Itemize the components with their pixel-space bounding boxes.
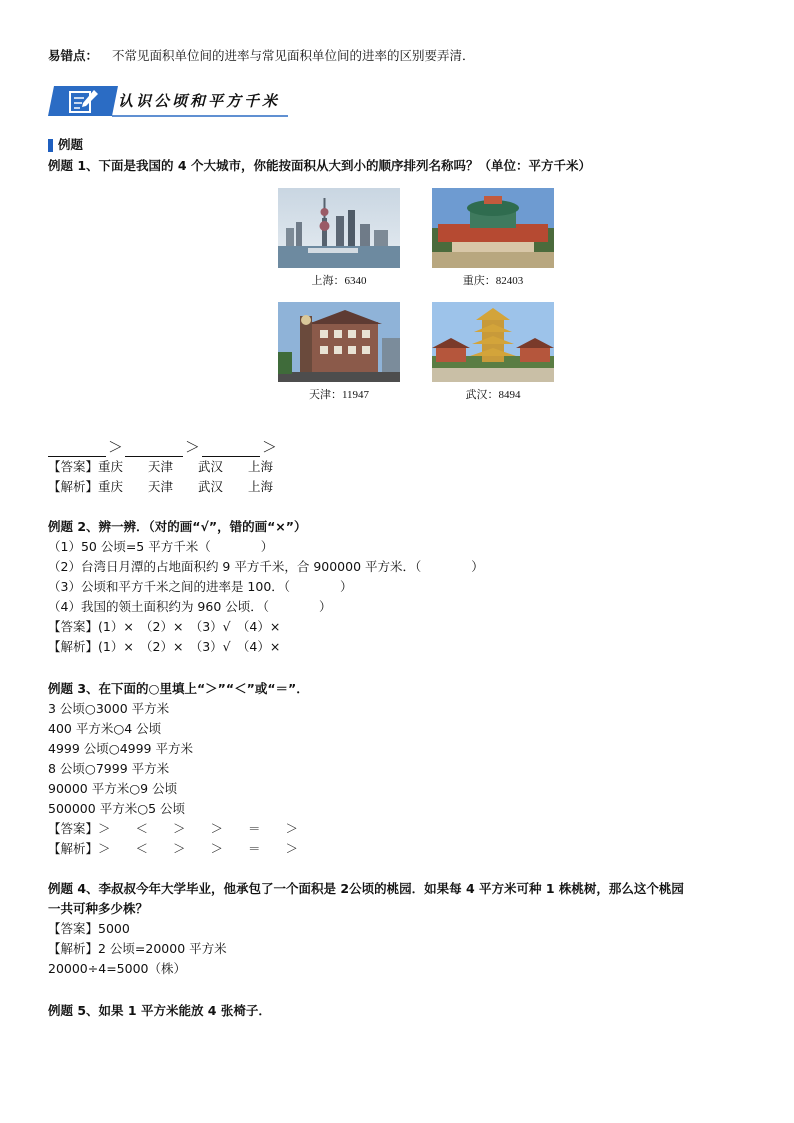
ex4-answer: 【答案】5000 bbox=[48, 921, 130, 936]
ex3-item-4: 8 公顷○7999 平方米 bbox=[48, 761, 170, 776]
ex2-question: 例题 2、辨一辨．（对的画“√”，错的画“×”） bbox=[48, 519, 307, 534]
banner-title: 认识公顷和平方千米 bbox=[118, 92, 281, 110]
note-label: 易错点： bbox=[48, 48, 99, 63]
ex2-item-2: （2）台湾日月潭的占地面积约 9 平方千米，合 900000 平方米．（ ） bbox=[48, 559, 484, 574]
ex3-question: 例题 3、在下面的○里填上“＞”“＜”或“＝”． bbox=[48, 681, 309, 696]
note-text: 不常见面积单位间的进率与常见面积单位间的进率的区别要弄清． bbox=[112, 48, 475, 63]
wuhan-caption: 武汉：8494 bbox=[465, 389, 521, 401]
gt-sign-2: ＞ bbox=[185, 438, 201, 456]
ex3-analysis: 【解析】＞ ＜ ＞ ＞ ＝ ＞ bbox=[48, 841, 299, 856]
chongqing-photo bbox=[432, 188, 554, 268]
ex4-question-line-2: 一共可种多少株？ bbox=[48, 901, 149, 916]
ex3-item-5: 90000 平方米○9 公顷 bbox=[48, 781, 178, 796]
ex2-item-1: （1）50 公顷=5 平方千米（ ） bbox=[48, 539, 274, 554]
ordering-blanks bbox=[48, 438, 279, 457]
ex3-item-3: 4999 公顷○4999 平方米 bbox=[48, 741, 193, 756]
ex1-answer: 【答案】重庆 天津 武汉 上海 bbox=[48, 459, 274, 474]
ex3-answer: 【答案】＞ ＜ ＞ ＞ ＝ ＞ bbox=[48, 821, 299, 836]
section-label: 例题 bbox=[58, 137, 84, 152]
note-line bbox=[48, 47, 475, 65]
blank-3[interactable] bbox=[202, 442, 260, 457]
tianjin-caption: 天津：11947 bbox=[308, 389, 370, 401]
ex2-analysis: 【解析】(1）× （2）× （3）√ （4）× bbox=[48, 639, 281, 654]
shanghai-caption: 上海：6340 bbox=[311, 275, 367, 287]
gt-sign-3: ＞ bbox=[262, 438, 278, 456]
blank-1[interactable] bbox=[48, 442, 106, 457]
wuhan-photo bbox=[432, 302, 554, 382]
blank-2[interactable] bbox=[125, 442, 183, 457]
tianjin-photo bbox=[278, 302, 400, 382]
ex4-question-line-1: 例题 4、李叔叔今年大学毕业，他承包了一个面积是 2公顷的桃园．如果每 4 平方米可种 1 株桃树，那么这个桃园 bbox=[48, 881, 684, 896]
chongqing-caption: 重庆：82403 bbox=[462, 275, 524, 287]
ex2-answer: 【答案】(1）× （2）× （3）√ （4）× bbox=[48, 619, 281, 634]
ex2-item-4: （4）我国的领土面积约为 960 公顷．（ ） bbox=[48, 599, 332, 614]
ex2-item-3: （3）公顷和平方千米之间的进率是 100．（ ） bbox=[48, 579, 353, 594]
section-marker bbox=[48, 139, 53, 152]
ex1-analysis: 【解析】重庆 天津 武汉 上海 bbox=[48, 479, 274, 494]
ex4-analysis-line-1: 【解析】2 公顷=20000 平方米 bbox=[48, 941, 227, 956]
ex1-question: 例题 1、下面是我国的 4 个大城市，你能按面积从大到小的顺序排列名称吗？（单位：平方千米） bbox=[48, 158, 591, 173]
ex3-item-1: 3 公顷○3000 平方米 bbox=[48, 701, 170, 716]
shanghai-photo bbox=[278, 188, 400, 268]
gt-sign-1: ＞ bbox=[108, 438, 124, 456]
ex5-question: 例题 5、如果 1 平方米能放 4 张椅子． bbox=[48, 1003, 271, 1018]
ex3-item-6: 500000 平方米○5 公顷 bbox=[48, 801, 186, 816]
ex3-item-2: 400 平方米○4 公顷 bbox=[48, 721, 162, 736]
ex4-analysis-line-2: 20000÷4=5000（株） bbox=[48, 961, 186, 976]
